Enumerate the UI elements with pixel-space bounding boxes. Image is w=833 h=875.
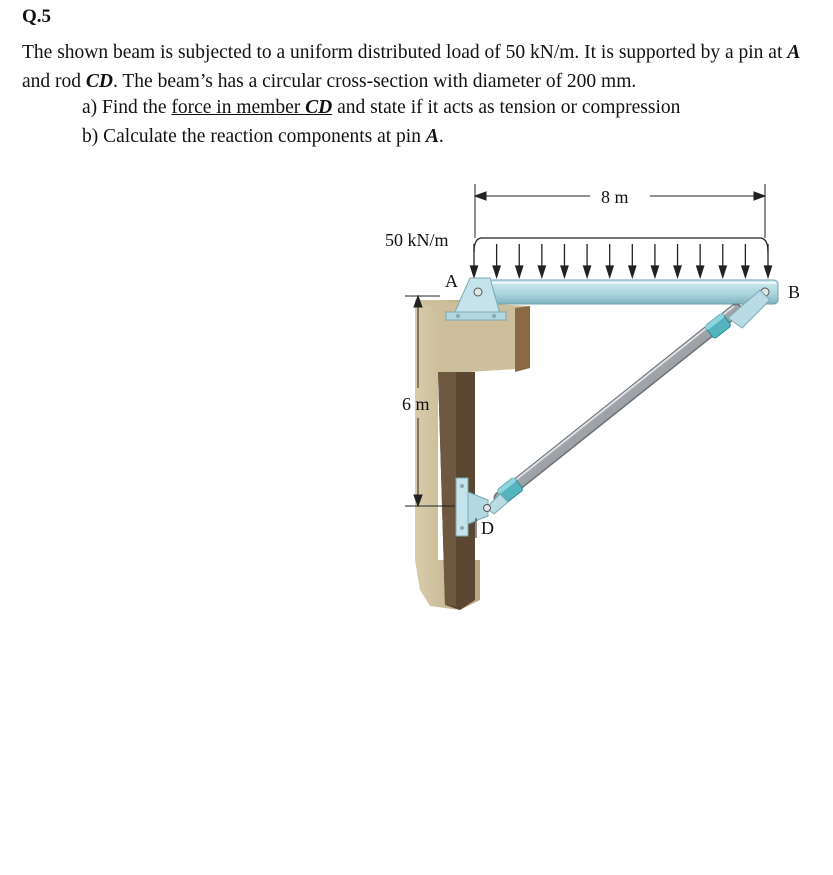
load-arrow-head <box>471 266 478 277</box>
load-arrow-head <box>561 266 568 277</box>
pin-a-ref: A <box>787 42 801 63</box>
rod-cd-ref: CD <box>85 71 113 92</box>
load-arrow-head <box>742 266 749 277</box>
wall-support <box>415 300 530 610</box>
load-arrow-head <box>674 266 681 277</box>
height-label: 6 m <box>402 394 430 414</box>
load-arrow-head <box>606 266 613 277</box>
part-a-suffix: and state if it acts as tension or compression <box>332 97 681 118</box>
question-text-2: and rod <box>22 71 86 92</box>
load-arrow-head <box>538 266 545 277</box>
question-number: Q.5 <box>22 6 52 27</box>
load-arrow-head <box>493 266 500 277</box>
load-arrow-head <box>765 266 772 277</box>
part-b-suffix: . <box>438 126 444 147</box>
load-arrow-head <box>651 266 658 277</box>
load-arrow-head <box>697 266 704 277</box>
span-label: 8 m <box>601 187 629 207</box>
part-a-prefix: a) Find the <box>82 97 172 118</box>
load-arrow-head <box>584 266 591 277</box>
question-text-1: The shown beam is subjected to a uniform distributed load of 50 kN/m. It is supported by a pin at <box>22 42 788 63</box>
question-text-3: . The beam’s has a circular cross-section with diameter of 200 mm. <box>113 71 637 92</box>
point-d-label: D <box>481 518 494 538</box>
part-b-bold: A <box>425 126 439 147</box>
distributed-load <box>471 238 772 277</box>
load-label: 50 kN/m <box>385 230 449 250</box>
beam-ab <box>470 280 778 304</box>
point-a-label: A <box>445 271 458 291</box>
load-arrow-head <box>719 266 726 277</box>
load-arrow-head <box>629 266 636 277</box>
point-b-label: B <box>788 282 801 302</box>
load-arrow-head <box>516 266 523 277</box>
part-a-underlined: force in member CD <box>171 97 333 118</box>
part-b-prefix: b) Calculate the reaction components at pin <box>82 126 426 147</box>
